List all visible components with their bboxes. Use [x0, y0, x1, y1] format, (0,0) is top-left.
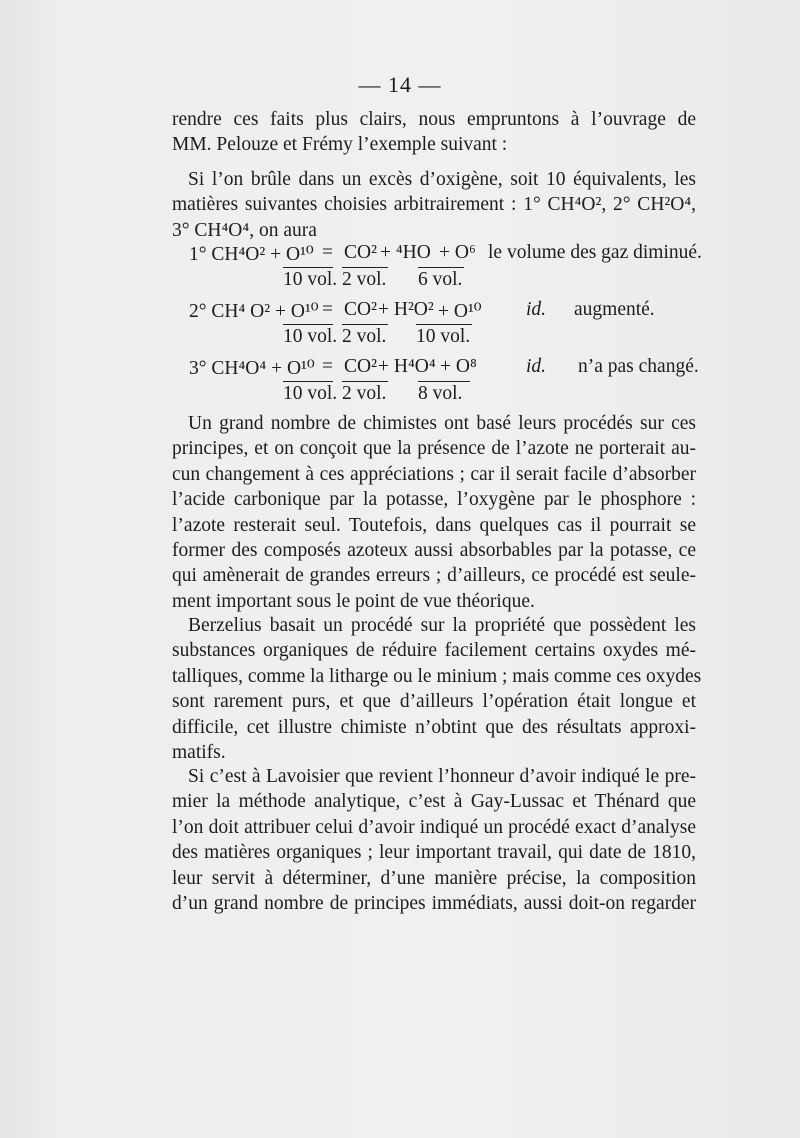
volume-label: 6 vol. [418, 269, 463, 290]
text-line: l’azote resterait seul. Toutefois, dans quelques cas il pourrait se [172, 514, 696, 536]
text-line: Un grand nombre de chimistes ont basé leurs procédés sur ces [188, 413, 696, 434]
product-2: + H²O² [378, 299, 434, 320]
page-number: — 14 — [358, 72, 442, 97]
product-3: + O¹⁰ [438, 301, 482, 322]
text-line: sont rarement purs, et que d’ailleurs l’opération était longue et [172, 691, 696, 713]
equation-2 [0, 299, 800, 327]
equals-sign: = [322, 242, 333, 263]
equation-lhs: 2° CH⁴ O² + O¹⁰ [189, 301, 319, 322]
equation-lhs: 1° CH⁴O² + O¹⁰ [189, 244, 314, 265]
text-line: matières suivantes choisies arbitrairement : 1° CH⁴O², 2° CH²O⁴, [172, 194, 696, 216]
text-line: principes, et on conçoit que la présence de l’azote ne porterait au- [172, 438, 696, 460]
text-line: des matières organiques ; leur important travail, qui date de 1810, [172, 842, 696, 864]
equation-3 [0, 356, 800, 384]
text-line: l’acide carbonique par la potasse, l’oxygène par le phosphore : [172, 489, 696, 511]
product-1: CO² [344, 356, 377, 377]
equation-id: id. [526, 299, 547, 320]
text-line: Si c’est à Lavoisier que revient l’honneur d’avoir indiqué le pre- [188, 766, 696, 787]
equation-result: le volume des gaz diminué. [488, 242, 702, 263]
text-line: Si l’on brûle dans un excès d’oxigène, soit 10 équivalents, les [188, 169, 696, 190]
volume-label: 10 vol. [283, 383, 338, 404]
text-line: talliques, comme la litharge ou le minium ; mais comme ces oxydes [172, 665, 702, 687]
paragraph-1 [172, 411, 696, 614]
text-line: cun changement à ces appréciations ; car il serait facile d’absorber [172, 463, 696, 485]
equation-1 [0, 242, 800, 270]
paragraph-2 [172, 613, 702, 765]
text-line: Berzelius basait un procédé sur la propriété que possèdent les [188, 615, 696, 636]
volume-label: 2 vol. [342, 383, 387, 404]
product-3: + O⁸ [440, 356, 477, 377]
product-2: + ⁴HO [380, 242, 431, 263]
text-line: difficile, cet illustre chimiste n’obtint que des résultats approxi- [172, 716, 696, 738]
intro-paragraph [172, 107, 696, 158]
product-1: CO² [344, 299, 377, 320]
volume-label: 2 vol. [342, 269, 387, 290]
text-line: ment important sous le point de vue théorique. [172, 590, 535, 612]
volume-label: 10 vol. [283, 269, 338, 290]
product-3: + O⁶ [439, 242, 476, 263]
text-line: 3° CH⁴O⁴, on aura [172, 219, 317, 241]
equals-sign: = [322, 299, 333, 320]
equation-lhs: 3° CH⁴O⁴ + O¹⁰ [189, 358, 315, 379]
text-line: matifs. [172, 742, 226, 764]
volume-label: 8 vol. [418, 381, 470, 405]
text-line: rendre ces faits plus clairs, nous empruntons à l’ouvrage de [172, 109, 696, 130]
text-line: MM. Pelouze et Frémy l’exemple suivant : [172, 134, 508, 156]
product-1: CO² [344, 242, 377, 263]
volume-label: 2 vol. [342, 326, 387, 347]
text-line: leur servit à déterminer, d’une manière précise, la composition [172, 867, 696, 889]
text-line: mier la méthode analytique, c’est à Gay-Lussac et Thénard que [172, 791, 696, 813]
equals-sign: = [322, 356, 333, 377]
volume-label: 10 vol. [283, 326, 338, 347]
product-2: + H⁴O⁴ [378, 356, 436, 377]
text-line: qui amènerait de grandes erreurs ; d’ailleurs, ce procédé est seule- [172, 565, 696, 587]
equation-result: n’a pas changé. [578, 356, 699, 377]
text-line: former des composés azoteux aussi absorbables par la potasse, ce [172, 540, 696, 562]
text-line: d’un grand nombre de principes immédiats, aussi doit-on regarder [172, 893, 696, 915]
setup-paragraph [172, 167, 696, 243]
volume-label: 10 vol. [416, 326, 471, 347]
paragraph-3 [172, 764, 696, 916]
equation-id: id. [526, 356, 547, 377]
text-line: l’on doit attribuer celui d’avoir indiqué un procédé exact d’analyse [172, 816, 696, 838]
equation-result: augmenté. [574, 299, 655, 320]
text-line: substances organiques de réduire facilement certains oxydes mé- [172, 640, 696, 662]
